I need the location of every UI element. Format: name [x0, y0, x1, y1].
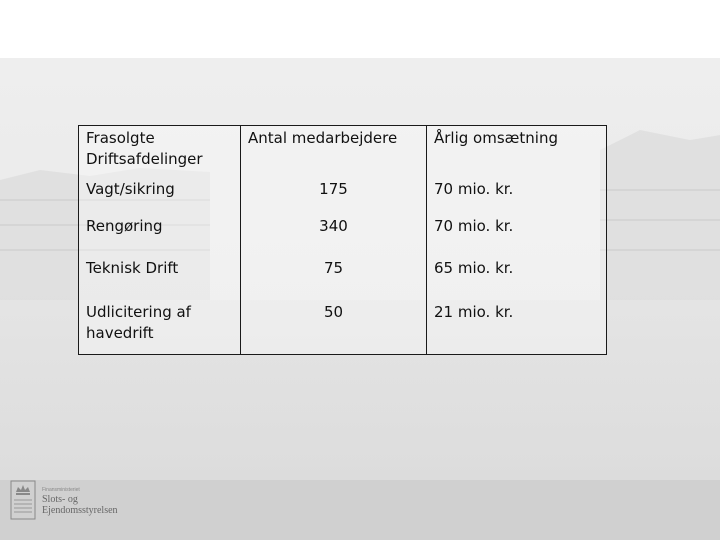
- employee-table-container: [78, 125, 606, 354]
- employee-count: 175: [241, 177, 427, 214]
- annual-revenue: 70 mio. kr.: [427, 177, 607, 214]
- header-revenue: Årlig omsætning: [427, 126, 607, 177]
- table-header-row: [79, 126, 607, 177]
- employee-count: 50: [241, 300, 427, 355]
- annual-revenue: 21 mio. kr.: [427, 300, 607, 355]
- division-name: Vagt/sikring: [79, 177, 241, 214]
- division-name: Udlicitering af havedrift: [79, 300, 241, 355]
- agency-name: [42, 494, 118, 516]
- annual-revenue: 65 mio. kr.: [427, 256, 607, 300]
- annual-revenue: 70 mio. kr.: [427, 214, 607, 256]
- table-row: [79, 300, 607, 355]
- division-name: Rengøring: [79, 214, 241, 256]
- table-row: [79, 214, 607, 256]
- ministry-label: Finansministeriet: [42, 487, 80, 493]
- header-employees: Antal medarbejdere: [241, 126, 427, 177]
- employee-count: 340: [241, 214, 427, 256]
- header-divisions: Frasolgte Driftsafdelinger: [79, 126, 241, 177]
- employee-count: 75: [241, 256, 427, 300]
- agency-name-line1: Slots- og: [42, 494, 78, 505]
- table-row: [79, 177, 607, 214]
- table-row: [79, 256, 607, 300]
- divestment-table: [78, 125, 607, 355]
- crown-icon: [10, 480, 36, 520]
- division-name: Teknisk Drift: [79, 256, 241, 300]
- agency-logo: [10, 478, 150, 524]
- agency-name-line2: Ejendomsstyrelsen: [42, 505, 118, 516]
